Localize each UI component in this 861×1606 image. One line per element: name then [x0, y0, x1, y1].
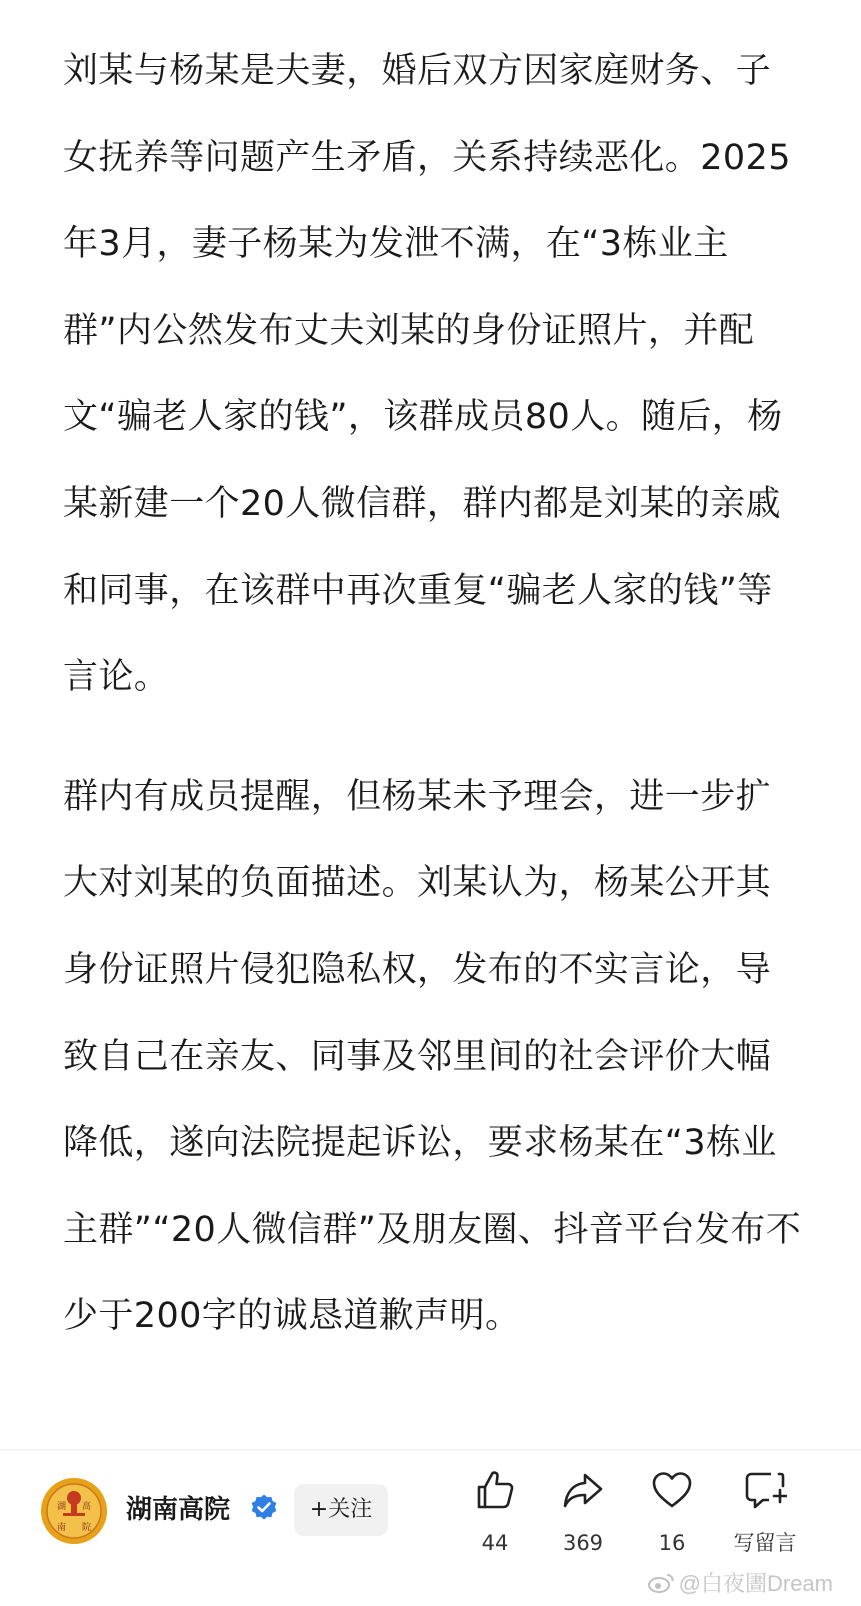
comment-plus-icon	[743, 1468, 787, 1512]
account-avatar[interactable]	[41, 1478, 107, 1544]
svg-text:院: 院	[82, 1523, 92, 1533]
article-paragraph-2: 群内有成员提醒，但杨某未予理会，进一步扩大对刘某的负面描述。刘某认为，杨某公开其身份证照片侵犯隐私权，发布的不实言论，导致自己在亲友、同事及邻里间的社会评价大幅降低，遂向法院提起诉讼，要求杨某在“3栋业主群”“20人微信群”及朋友圈、抖音平台发布不少于200字的诚恳道歉声明。	[63, 776, 802, 1337]
favorite-count: 16	[658, 1531, 686, 1555]
thumbs-up-icon	[473, 1468, 517, 1512]
favorite-button[interactable]	[632, 1468, 712, 1556]
court-emblem-icon	[41, 1478, 107, 1544]
verified-check-icon	[249, 1493, 279, 1523]
watermark-text: @白夜圕Dream	[678, 1571, 833, 1596]
share-arrow-icon	[561, 1468, 605, 1512]
like-button[interactable]	[455, 1468, 535, 1556]
article-body	[63, 28, 803, 1360]
weibo-watermark	[647, 1567, 833, 1598]
follow-button[interactable]: +关注	[294, 1484, 388, 1536]
share-count: 369	[562, 1531, 604, 1555]
svg-text:湖: 湖	[57, 1502, 67, 1512]
like-count: 44	[481, 1531, 509, 1555]
svg-text:南: 南	[57, 1523, 67, 1533]
write-comment-label: 写留言	[733, 1531, 797, 1555]
account-name[interactable]: 湖南高院	[126, 1495, 231, 1525]
share-button[interactable]	[543, 1468, 623, 1556]
bottom-action-bar	[0, 1449, 861, 1606]
heart-icon	[650, 1468, 694, 1512]
weibo-logo-icon	[647, 1572, 675, 1594]
article-paragraph-1: 刘某与杨某是夫妻，婚后双方因家庭财务、子女抚养等问题产生矛盾，关系持续恶化。2025年3月，妻子杨某为发泄不满，在“3栋业主群”内公然发布丈夫刘某的身份证照片，并配文“骗老人家的钱”，该群成员80人。随后，杨某新建一个20人微信群，群内都是刘某的亲戚和同事，在该群中再次重复“骗老人家的钱”等言论。	[63, 51, 791, 698]
write-comment-button[interactable]	[720, 1468, 810, 1556]
svg-text:高: 高	[82, 1502, 92, 1512]
